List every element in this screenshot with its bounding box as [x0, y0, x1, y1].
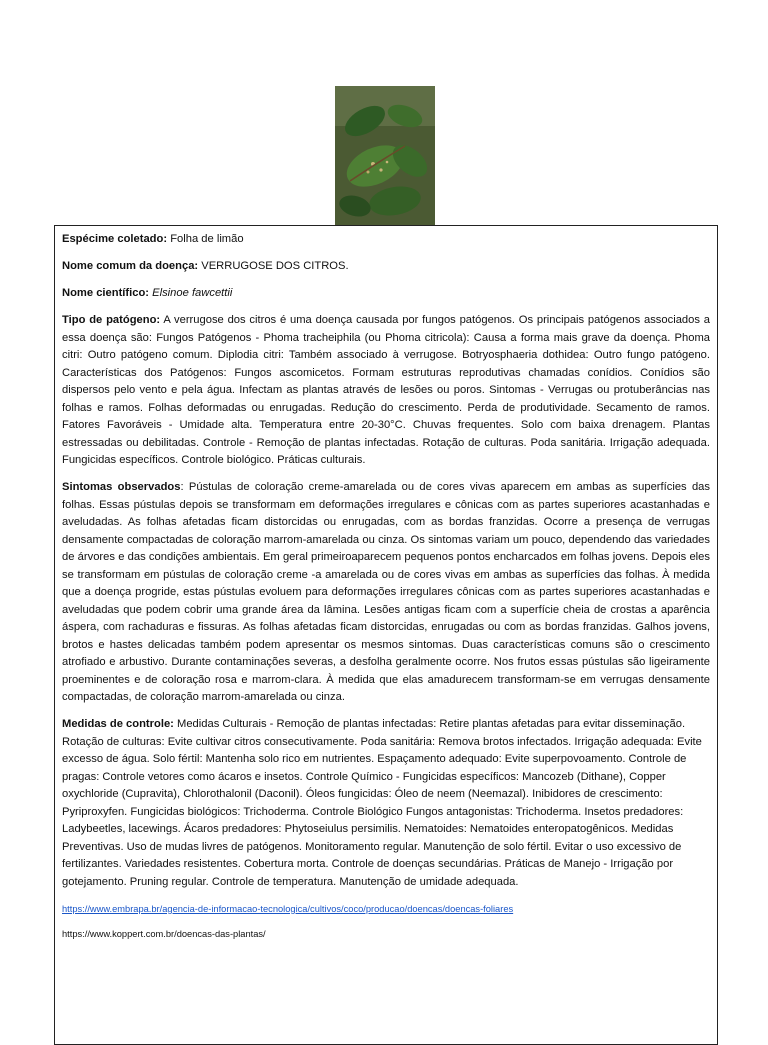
leaf-illustration: [335, 86, 435, 225]
lemon-leaf-photo: [335, 86, 435, 225]
specimen-label: Espécime coletado:: [62, 233, 168, 245]
pathogen-paragraph: [62, 312, 710, 470]
common-name-row: [62, 258, 710, 276]
common-name-value: VERRUGOSE DOS CITROS.: [201, 260, 349, 272]
scientific-name-row: [62, 285, 710, 303]
symptoms-paragraph: [62, 479, 710, 707]
scientific-name-value: Elsinoe fawcettii: [152, 287, 233, 299]
control-label: Medidas de controle:: [62, 718, 174, 730]
specimen-value: Folha de limão: [170, 233, 244, 245]
symptoms-label: Sintomas observados: [62, 481, 181, 493]
control-text: Medidas Culturais - Remoção de plantas infectadas: Retire plantas afetadas para evitar disseminação. Rotação de culturas: Evite cultivar citros consecutivamente. Poda sanitária: Remova brotos infectados. Irrigação adequada: Evite excesso de água. Solo fértil: Mantenha solo rico em nutrientes. Espaçamento adequado: Evite superpovoamento. Controle de pragas: Controle vetores como ácaros e insetos. Controle Químico - Fungicidas específicos: Mancozeb (Dithane), Copper oxychloride (Cupravita), Chlorothalonil (Daconil). Óleos fungicidas: Óleo de neem (Neemazal). Inibidores de crescimento: Pyriproxyfen. Fungicidas biológicos: Trichoderma. Controle Biológico Fungos antagonistas: Trichoderma. Insetos predadores: Ladybeetles, lacewings. Ácaros predadores: Phytoseiulus persimilis. Nematoides: Nematoides enteropatogênicos. Medidas Preventivas. Uso de mudas livres de patógenos. Monitoramento regular. Manutenção de solo fértil. Evitar o uso excessivo de fertilizantes. Variedades resistentes. Cobertura morta. Controle de doenças secundárias. Práticas de Manejo - Irrigação por gotejamento. Pruning regular. Controle de temperatura. Manutenção de umidade adequada.: [62, 718, 702, 888]
references: [62, 901, 710, 944]
common-name-label: Nome comum da doença:: [62, 260, 199, 272]
symptoms-text: : Pústulas de coloração creme-amarelada ou de cores vivas aparecem em ambas as superfícies das folhas. Essas pústulas depois se transformam em deformações irregulares e cônicas com as partes superiores acastanhadas e aveludadas. As folhas afetadas ficam distorcidas ou enrugadas, com as bordas franzidas. Ocorre a presença de verrugas densamente compactadas de coloração marrom-amarelada ou cinza. Os sintomas variam um pouco, dependendo das variedades de árvores e das condições ambientais. Em geral primeiroaparecem pequenos pontos encharcados em folhas jovens. Depois eles se transformam em pústulas de coloração creme -a amarelada ou de cores vivas em ambas as superfícies das folhas. À medida que a doença progride, estas pústulas evoluem para deformações irregulares cônicas com as partes superiores acastanhadas e aveludadas que podem cobrir uma grande área da lâmina. Lesões antigas ficam com a superfície cheia de crostas a aparência áspera, com rachaduras e fissuras. As folhas afetadas ficam distorcidas, enrugadas ou com as bordas franzidas. Galhos jovens, brotos e hastes delicadas também podem apresentar os mesmos sintomas. Duas características comuns são o crescimento atrofiado e arbustivo. Durante contaminações severas, a desfolha geralmente ocorre. Nos frutos essas pústulas são ligeiramente proeminentes e de coloração rosa e marrom-clara. À medida que elas amadurecem transformam-se em verrugas densamente compactadas, de coloração marrom-amarelada ou cinza.: [62, 481, 710, 703]
koppert-reference: https://www.koppert.com.br/doencas-das-plantas/: [62, 929, 266, 939]
disease-report-card: [54, 225, 718, 1045]
control-paragraph: [62, 716, 710, 891]
scientific-name-label: Nome científico:: [62, 287, 150, 299]
embrapa-link[interactable]: https://www.embrapa.br/agencia-de-informacao-tecnologica/cultivos/coco/producao/doencas/doencas-foliares: [62, 903, 514, 914]
pathogen-text: A verrugose dos citros é uma doença causada por fungos patógenos. Os principais patógenos associados a essa doença são: Fungos Patógenos - Phoma tracheiphila (ou Phoma citricola): Causa a forma mais grave da doença. Phoma citri: Outro patógeno comum. Diplodia citri: Também associado à verrugose. Botryosphaeria dothidea: Outro fungo patógeno. Características dos Patógenos: Fungos ascomicetos. Formam estruturas reprodutivas chamadas conídios. Conídios são dispersos pelo vento e pela água. Infectam as plantas através de lesões ou poros. Sintomas - Verrugas ou protuberâncias nas folhas e ramos. Folhas deformadas ou enrugadas. Redução do crescimento. Perda de produtividade. Secamento de ramos. Fatores Favoráveis - Umidade alta. Temperatura entre 20-30°C. Chuvas frequentes. Solo com baixa drenagem. Plantas estressadas ou debilitadas. Controle - Remoção de plantas infectadas. Rotação de culturas. Poda sanitária. Irrigação adequada. Fungicidas específicos. Controle biológico. Práticas culturais.: [62, 314, 710, 466]
pathogen-label: Tipo de patógeno:: [62, 314, 161, 326]
specimen-row: [62, 231, 710, 249]
